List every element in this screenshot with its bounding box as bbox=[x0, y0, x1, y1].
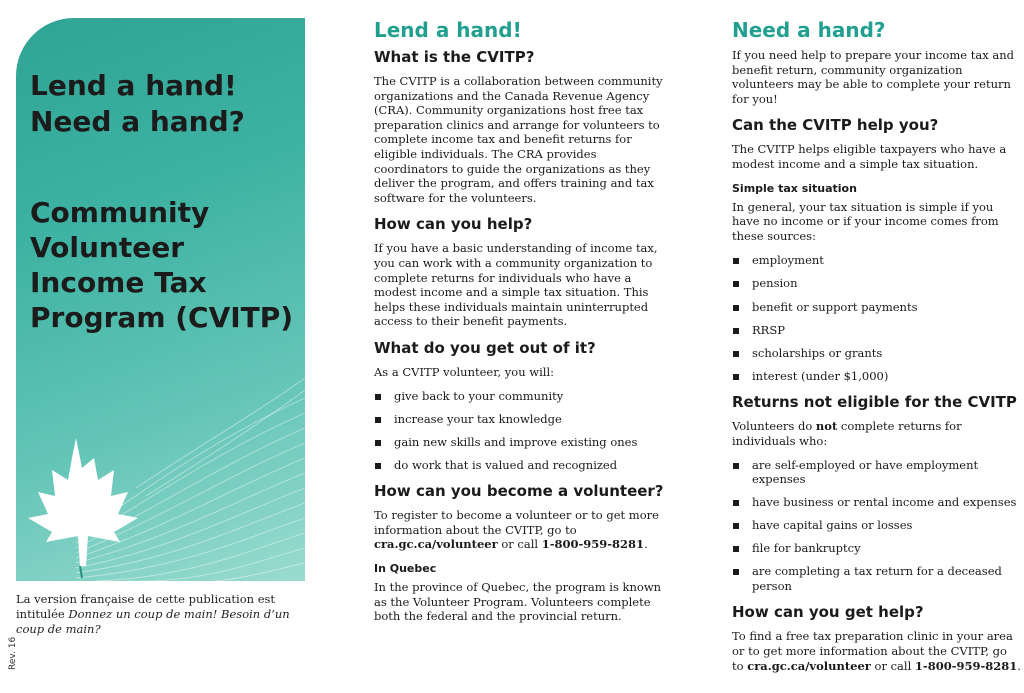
lend-section-title: Lend a hand! bbox=[374, 18, 522, 42]
become-volunteer-text: To register to become a volunteer or to get more information about the CVITP, go to cra.gc.ca/volunteer or call 1-800-959-8281. bbox=[374, 508, 659, 552]
list-item: employment bbox=[732, 253, 1022, 268]
list-item: gain new skills and improve existing ones bbox=[374, 435, 674, 450]
need-intro: If you need help to prepare your income tax and benefit return, community organization volunteers may be able to complete your return for you! bbox=[732, 48, 1014, 106]
benefits-intro: As a CVITP volunteer, you will: bbox=[374, 364, 555, 379]
not-eligible-list bbox=[732, 458, 1022, 594]
list-item: are completing a tax return for a deceased person bbox=[732, 564, 1022, 593]
list-item: are self-employed or have employment expenses bbox=[732, 458, 1022, 487]
benefits-list bbox=[374, 389, 674, 473]
phone-number: 1-800-959-8281 bbox=[541, 537, 645, 552]
revision-label: Rev. 16 bbox=[8, 636, 18, 670]
list-item: increase your tax knowledge bbox=[374, 412, 674, 427]
become-volunteer-heading: How can you become a volunteer? bbox=[374, 482, 664, 501]
need-a-hand-column bbox=[732, 18, 1022, 683]
list-item: have business or rental income and expenses bbox=[732, 495, 1022, 510]
not-eligible-heading: Returns not eligible for the CVITP bbox=[732, 393, 1017, 412]
list-item: interest (under $1,000) bbox=[732, 369, 1022, 384]
what-heading: What is the CVITP? bbox=[374, 48, 535, 66]
how-help-text: If you have a basic understanding of income tax, you can work with a community organization to complete returns for individuals who have a modest income and a simple tax situation. This helps these individuals maintain uninterrupted access to their benefit payments. bbox=[374, 241, 658, 329]
not-eligible-intro: Volunteers do not complete returns for individuals who: bbox=[732, 419, 962, 448]
list-item: pension bbox=[732, 276, 1022, 291]
can-help-heading: Can the CVITP help you? bbox=[732, 116, 939, 135]
program-title: Community Volunteer Income Tax Program (CVITP) bbox=[30, 196, 294, 334]
get-help-text: To find a free tax preparation clinic in your area or to get more information about the CVITP, go to cra.gc.ca/volunteer or call 1-800-959-8281. bbox=[732, 629, 1021, 673]
french-version-note: La version française de cette publication est intitulée Donnez un coup de main! Besoin d’un coup de main? bbox=[16, 592, 290, 636]
lend-a-hand-column bbox=[374, 18, 674, 634]
quebec-text: In the province of Quebec, the program is known as the Volunteer Program. Volunteers complete both the federal and the provincial return. bbox=[374, 580, 662, 624]
list-item: benefit or support payments bbox=[732, 300, 1022, 315]
quebec-heading: In Quebec bbox=[374, 562, 437, 576]
how-help-heading: How can you help? bbox=[374, 215, 533, 234]
volunteer-link[interactable]: cra.gc.ca/volunteer bbox=[747, 658, 871, 673]
list-item: file for bankruptcy bbox=[732, 541, 1022, 556]
get-help-heading: How can you get help? bbox=[732, 603, 924, 622]
list-item: have capital gains or losses bbox=[732, 518, 1022, 533]
cover-title: Lend a hand! Need a hand? bbox=[30, 69, 245, 138]
can-help-text: The CVITP helps eligible taxpayers who have a modest income and a simple tax situation. bbox=[732, 142, 1007, 171]
what-text: The CVITP is a collaboration between community organizations and the Canada Revenue Agency (CRA). Community organizations host free tax preparation clinics and arrange for volunteers to complete income tax and benefit returns for eligible individuals. The CRA provides coordinators to guide the organizations as they deliver the program, and offers training and tax software for the volunteers. bbox=[374, 74, 663, 205]
list-item: RRSP bbox=[732, 323, 1022, 338]
need-section-title: Need a hand? bbox=[732, 18, 886, 42]
list-item: give back to your community bbox=[374, 389, 674, 404]
volunteer-link[interactable]: cra.gc.ca/volunteer bbox=[374, 537, 498, 552]
simple-tax-heading: Simple tax situation bbox=[732, 181, 857, 195]
income-sources-list bbox=[732, 253, 1022, 383]
phone-number: 1-800-959-8281 bbox=[914, 658, 1018, 673]
simple-tax-text: In general, your tax situation is simple if you have no income or if your income comes from these sources: bbox=[732, 199, 999, 243]
list-item: scholarships or grants bbox=[732, 346, 1022, 361]
list-item: do work that is valued and recognized bbox=[374, 458, 674, 473]
cover-panel bbox=[16, 18, 305, 581]
benefits-heading: What do you get out of it? bbox=[374, 338, 596, 357]
